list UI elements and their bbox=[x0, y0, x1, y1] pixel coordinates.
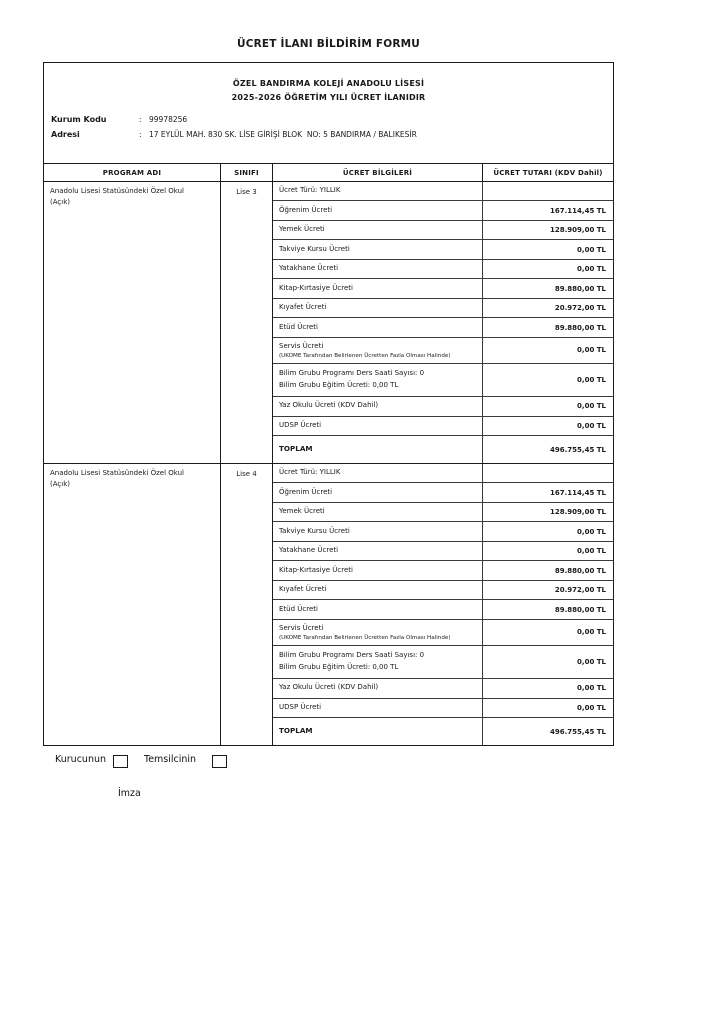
fee-row bbox=[273, 718, 613, 745]
fee-amount bbox=[483, 182, 613, 200]
fee-label-cell bbox=[273, 318, 483, 336]
fee-label-cell bbox=[273, 260, 483, 278]
fee-label-cell bbox=[273, 542, 483, 560]
fee-label: Etüd Ücreti bbox=[279, 604, 318, 613]
fee-amount: 496.755,45 TL bbox=[550, 445, 606, 454]
fee-row bbox=[273, 600, 613, 619]
representative-checkbox[interactable] bbox=[212, 755, 227, 768]
fee-label-cell bbox=[273, 646, 483, 678]
fee-label-cell bbox=[273, 581, 483, 599]
fee-amount: 0,00 TL bbox=[577, 703, 606, 712]
fee-row bbox=[273, 581, 613, 600]
fee-amount: 89.880,00 TL bbox=[554, 284, 606, 293]
fee-rows bbox=[273, 464, 613, 745]
header-program-adi: PROGRAM ADI bbox=[44, 164, 221, 181]
founder-label: Kurucunun bbox=[55, 754, 107, 765]
program-name: Anadolu Lisesi Statüsündeki Özel Okul bbox=[50, 187, 185, 195]
field-value: 17 EYLÜL MAH. 830 SK. LİSE GİRİŞİ BLOK NO: 5 BANDIRMA / BALIKESİR bbox=[149, 130, 417, 139]
fee-label: TOPLAM bbox=[279, 444, 313, 454]
fee-row bbox=[273, 397, 613, 416]
fee-amount bbox=[483, 464, 613, 482]
fee-label-cell bbox=[273, 338, 483, 363]
fee-label-cell bbox=[273, 699, 483, 717]
fee-label-cell bbox=[273, 464, 483, 482]
fee-label-cell bbox=[273, 522, 483, 540]
fee-amount: 0,00 TL bbox=[577, 547, 606, 556]
fee-sublabel: (UKOME Tarafından Belirlenen Ücretten Fazla Olması Halinde) bbox=[279, 635, 451, 642]
field-label: Kurum Kodu bbox=[51, 115, 107, 124]
fee-amount: 89.880,00 TL bbox=[554, 605, 606, 614]
fee-amount: 0,00 TL bbox=[577, 402, 606, 411]
field-value: 99978256 bbox=[149, 115, 188, 124]
header-ucret-bilgileri: ÜCRET BİLGİLERİ bbox=[273, 164, 483, 181]
fee-amount: 0,00 TL bbox=[577, 265, 606, 274]
fee-label: Takviye Kursu Ücreti bbox=[279, 526, 350, 535]
fee-label-cell bbox=[273, 240, 483, 258]
fee-label-cell bbox=[273, 679, 483, 697]
fee-amount: 496.755,45 TL bbox=[550, 727, 606, 736]
fee-label: Kitap-Kırtasiye Ücreti bbox=[279, 565, 353, 574]
fee-label: Bilim Grubu Programı Ders Saati Sayısı: 0 bbox=[279, 651, 425, 660]
fee-row bbox=[273, 699, 613, 718]
header-ucret-tutari: ÜCRET TUTARI (KDV Dahil) bbox=[493, 168, 603, 177]
fee-label-cell bbox=[273, 483, 483, 501]
fee-label-cell bbox=[273, 364, 483, 396]
fee-amount: 167.114,45 TL bbox=[550, 488, 606, 497]
fee-label: Servis Ücreti bbox=[279, 624, 324, 633]
fee-row bbox=[273, 338, 613, 364]
fee-amount: 0,00 TL bbox=[577, 527, 606, 536]
fee-label-cell bbox=[273, 718, 483, 745]
fee-row bbox=[273, 503, 613, 522]
fee-label-cell bbox=[273, 620, 483, 645]
fee-label: Ücret Türü: YILLIK bbox=[279, 186, 341, 195]
fee-label: Öğrenim Ücreti bbox=[279, 487, 333, 496]
form-box bbox=[43, 62, 614, 746]
fee-amount: 0,00 TL bbox=[577, 346, 606, 355]
info-fields bbox=[44, 115, 613, 145]
fee-amount: 128.909,00 TL bbox=[550, 226, 606, 235]
fee-amount: 89.880,00 TL bbox=[554, 323, 606, 332]
fee-row bbox=[273, 201, 613, 220]
fee-label-cell bbox=[273, 201, 483, 219]
header-sinifi: SINIFI bbox=[221, 164, 273, 181]
fee-amount: 0,00 TL bbox=[577, 658, 606, 667]
grade-cell: Lise 4 bbox=[221, 464, 273, 745]
fee-label-cell bbox=[273, 299, 483, 317]
fee-label: Ücret Türü: YILLIK bbox=[279, 468, 341, 477]
info-field-row bbox=[51, 130, 613, 145]
fee-label-cell bbox=[273, 561, 483, 579]
fee-sublabel: (UKOME Tarafından Belirlenen Ücretten Fazla Olması Halinde) bbox=[279, 353, 451, 360]
table-header-row bbox=[44, 164, 613, 182]
representative-label: Temsilcinin bbox=[144, 754, 197, 765]
fee-row bbox=[273, 522, 613, 541]
fee-amount: 0,00 TL bbox=[577, 421, 606, 430]
year-subtitle: 2025-2026 ÖĞRETİM YILI ÜCRET İLANIDIR bbox=[231, 93, 426, 102]
fee-amount: 20.972,00 TL bbox=[554, 586, 606, 595]
fee-label: Kitap-Kırtasiye Ücreti bbox=[279, 283, 353, 292]
fee-rows bbox=[273, 182, 613, 463]
fee-label: UDSP Ücreti bbox=[279, 702, 322, 711]
fee-row bbox=[273, 464, 613, 483]
fee-amount: 89.880,00 TL bbox=[554, 566, 606, 575]
fee-label: Yaz Okulu Ücreti (KDV Dahil) bbox=[279, 401, 379, 410]
fee-label: Etüd Ücreti bbox=[279, 322, 318, 331]
program-name-cell bbox=[44, 182, 221, 463]
fee-label-line2: Bilim Grubu Eğitim Ücreti: 0,00 TL bbox=[279, 663, 399, 672]
fee-label-cell bbox=[273, 417, 483, 435]
signature-label: İmza bbox=[118, 788, 141, 799]
fee-label-cell bbox=[273, 397, 483, 415]
fee-label: Kıyafet Ücreti bbox=[279, 585, 327, 594]
fee-label: Bilim Grubu Programı Ders Saati Sayısı: 0 bbox=[279, 369, 425, 378]
fee-row bbox=[273, 364, 613, 397]
fee-amount: 0,00 TL bbox=[577, 376, 606, 385]
fee-row bbox=[273, 620, 613, 646]
program-block bbox=[44, 463, 613, 745]
founder-checkbox[interactable] bbox=[113, 755, 128, 768]
fee-table bbox=[44, 163, 613, 745]
fee-row bbox=[273, 542, 613, 561]
fee-label-cell bbox=[273, 221, 483, 239]
fee-label: UDSP Ücreti bbox=[279, 420, 322, 429]
fee-row bbox=[273, 299, 613, 318]
field-separator: : bbox=[139, 115, 142, 124]
fee-amount: 0,00 TL bbox=[577, 628, 606, 637]
fee-label-cell bbox=[273, 436, 483, 463]
info-field-row bbox=[51, 115, 613, 130]
program-name: Anadolu Lisesi Statüsündeki Özel Okul bbox=[50, 469, 185, 477]
fee-label: Takviye Kursu Ücreti bbox=[279, 244, 350, 253]
fee-row bbox=[273, 417, 613, 436]
school-name: ÖZEL BANDIRMA KOLEJİ ANADOLU LİSESİ bbox=[232, 79, 425, 88]
fee-row bbox=[273, 279, 613, 298]
fee-row bbox=[273, 646, 613, 679]
fee-amount: 20.972,00 TL bbox=[554, 304, 606, 313]
fee-label: Servis Ücreti bbox=[279, 342, 324, 351]
fee-amount: 167.114,45 TL bbox=[550, 206, 606, 215]
fee-label: Yemek Ücreti bbox=[279, 507, 325, 516]
page-title: ÜCRET İLANI BİLDİRİM FORMU bbox=[236, 38, 421, 50]
program-name-cell bbox=[44, 464, 221, 745]
field-separator: : bbox=[139, 130, 142, 139]
fee-label-cell bbox=[273, 182, 483, 200]
fee-label-cell bbox=[273, 600, 483, 618]
fee-label: TOPLAM bbox=[279, 726, 313, 736]
fee-amount: 0,00 TL bbox=[577, 684, 606, 693]
fee-amount: 128.909,00 TL bbox=[550, 508, 606, 517]
fee-row bbox=[273, 318, 613, 337]
fee-row bbox=[273, 182, 613, 201]
fee-label: Kıyafet Ücreti bbox=[279, 303, 327, 312]
fee-label: Yaz Okulu Ücreti (KDV Dahil) bbox=[279, 683, 379, 692]
fee-row bbox=[273, 221, 613, 240]
fee-label: Yemek Ücreti bbox=[279, 225, 325, 234]
fee-row bbox=[273, 483, 613, 502]
fee-label: Yatakhane Ücreti bbox=[279, 264, 339, 273]
program-note: (Açık) bbox=[50, 197, 70, 206]
fee-label-cell bbox=[273, 279, 483, 297]
field-label: Adresi bbox=[51, 130, 80, 139]
fee-label-cell bbox=[273, 503, 483, 521]
fee-label: Öğrenim Ücreti bbox=[279, 205, 333, 214]
fee-row bbox=[273, 240, 613, 259]
table-body bbox=[44, 182, 613, 745]
fee-amount: 0,00 TL bbox=[577, 245, 606, 254]
program-note: (Açık) bbox=[50, 479, 70, 488]
grade-cell: Lise 3 bbox=[221, 182, 273, 463]
fee-label-line2: Bilim Grubu Eğitim Ücreti: 0,00 TL bbox=[279, 381, 399, 390]
fee-row bbox=[273, 260, 613, 279]
fee-row bbox=[273, 561, 613, 580]
fee-label: Yatakhane Ücreti bbox=[279, 546, 339, 555]
fee-row bbox=[273, 436, 613, 463]
fee-row bbox=[273, 679, 613, 698]
program-block bbox=[44, 182, 613, 463]
